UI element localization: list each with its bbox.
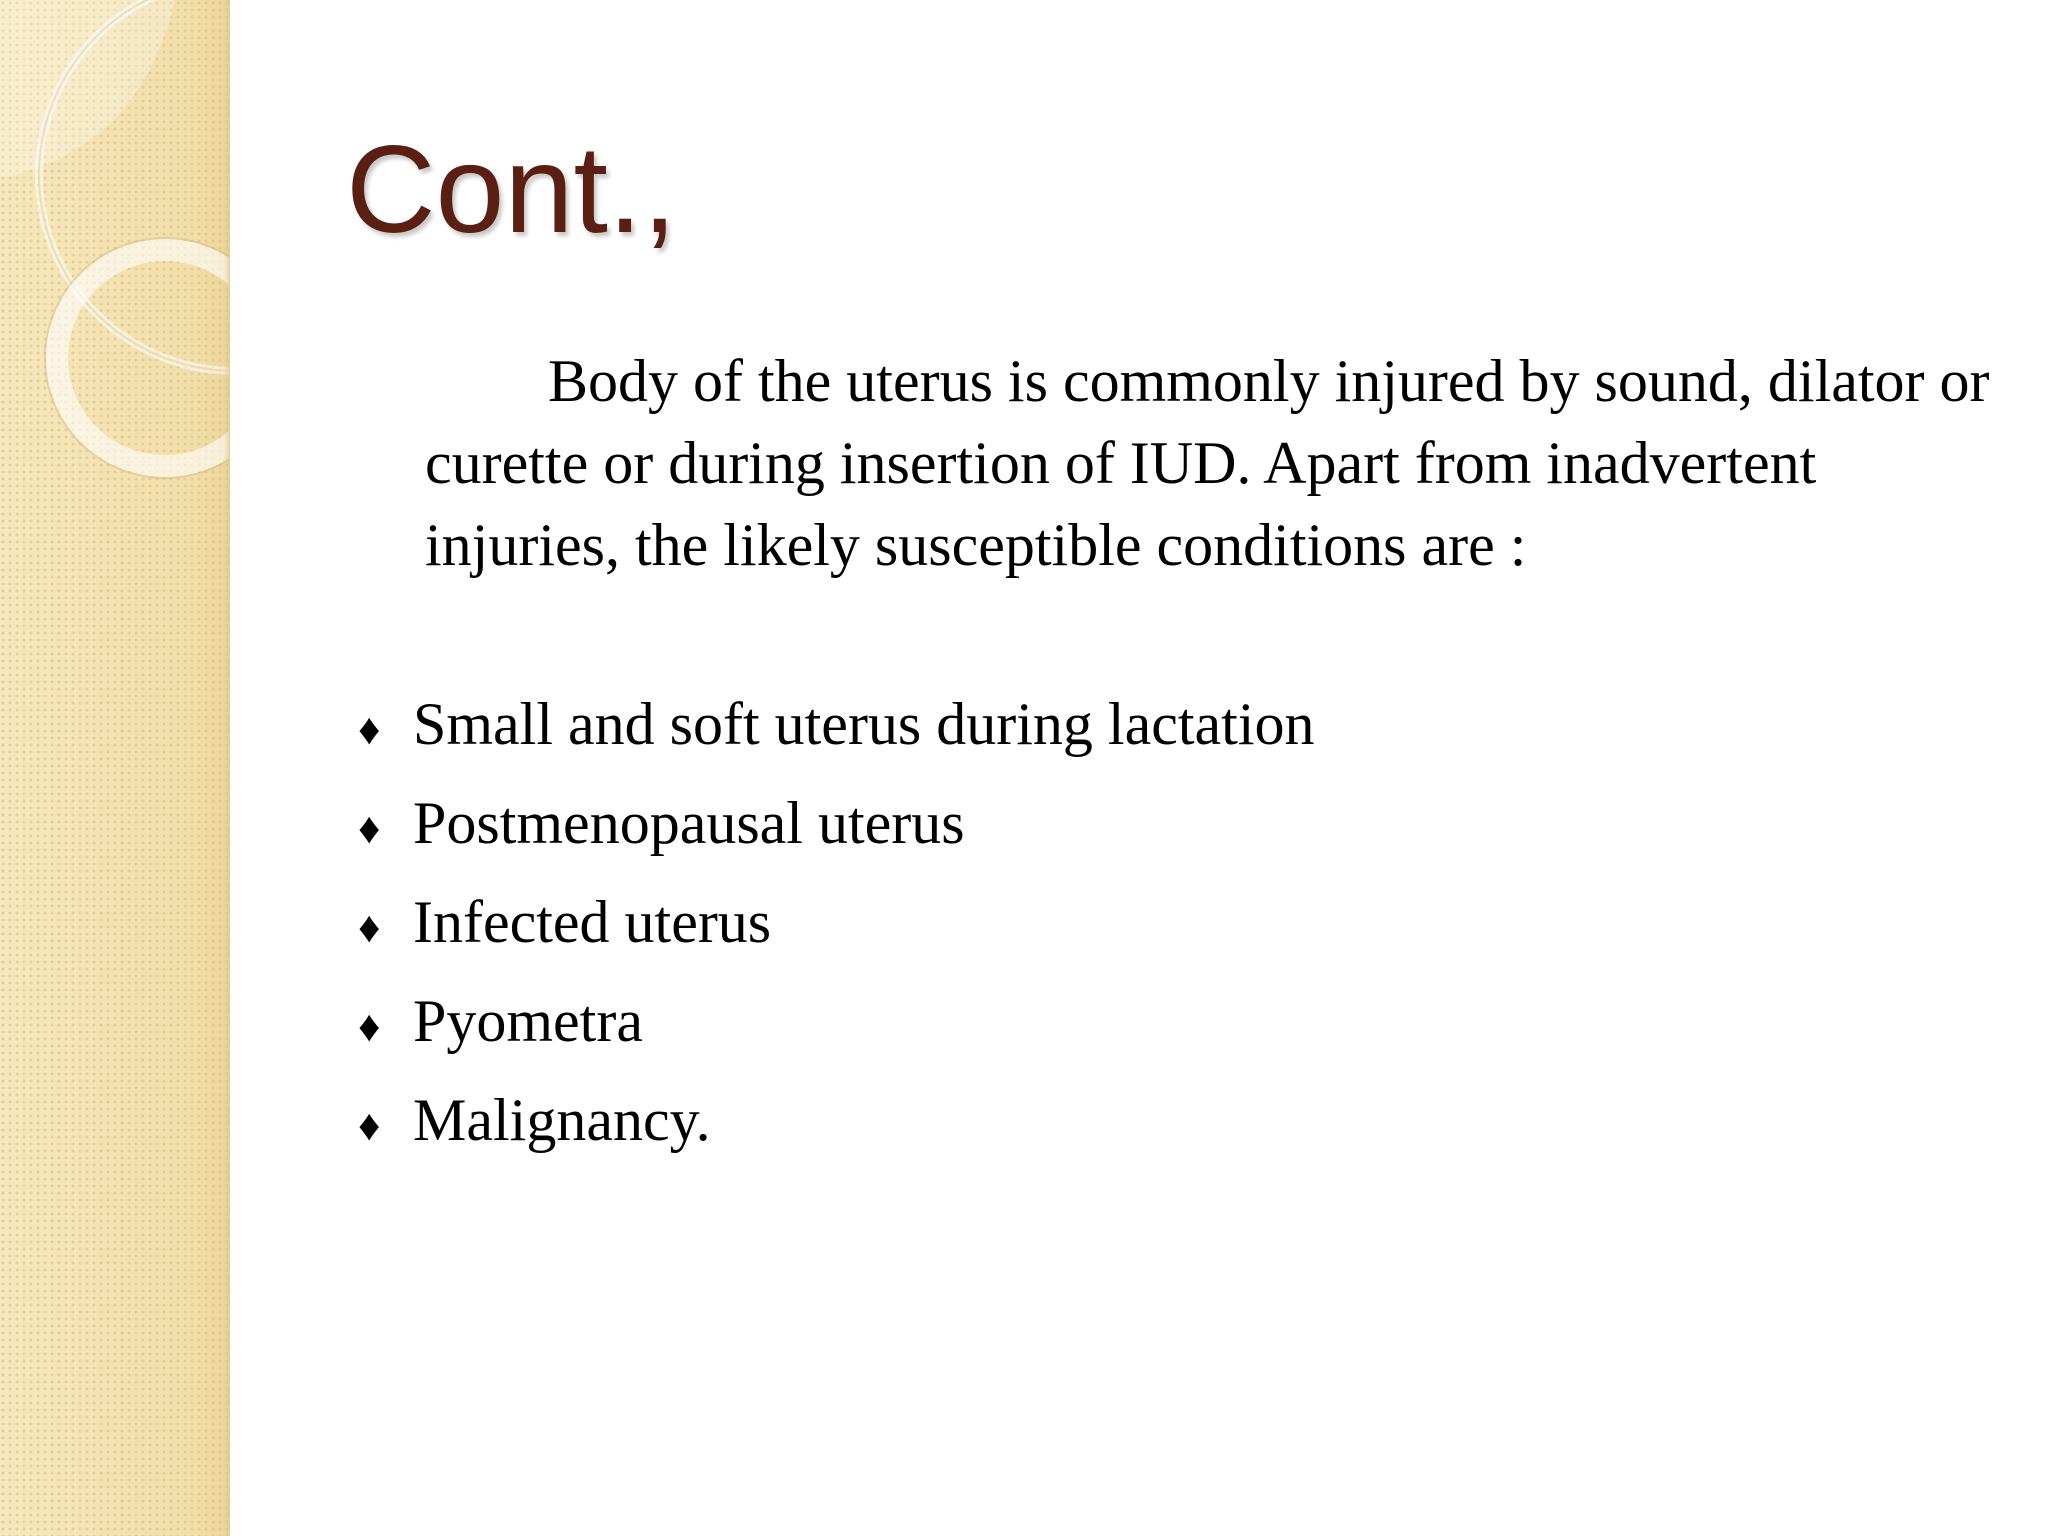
list-item [358,782,1315,881]
list-item-label: Small and soft uterus during lactation [413,691,1315,757]
list-item-label: Malignancy. [413,1087,711,1153]
decorative-side-panel [0,0,230,1536]
list-item-label: Postmenopausal uterus [413,790,965,856]
diamond-bullet-icon: ♦ [358,804,381,853]
diamond-bullet-icon: ♦ [358,1002,381,1051]
intro-paragraph: Body of the uterus is commonly injured by sound, dilator or curette or during insertion of IUD. Apart from inadvertent injuries, the likely susceptible conditions are : [425,348,1990,578]
list-item-label: Pyometra [413,988,643,1054]
diamond-bullet-icon: ♦ [358,1101,381,1150]
slide-title: Cont., [346,121,677,259]
list-item-label: Infected uterus [413,889,772,955]
decorative-rings-icon [0,0,229,520]
list-item [358,881,1315,980]
diamond-bullet-icon: ♦ [358,903,381,952]
list-item [358,980,1315,1079]
conditions-list [358,683,1315,1178]
list-item [358,683,1315,782]
diamond-bullet-icon: ♦ [358,705,381,754]
list-item [358,1079,1315,1178]
